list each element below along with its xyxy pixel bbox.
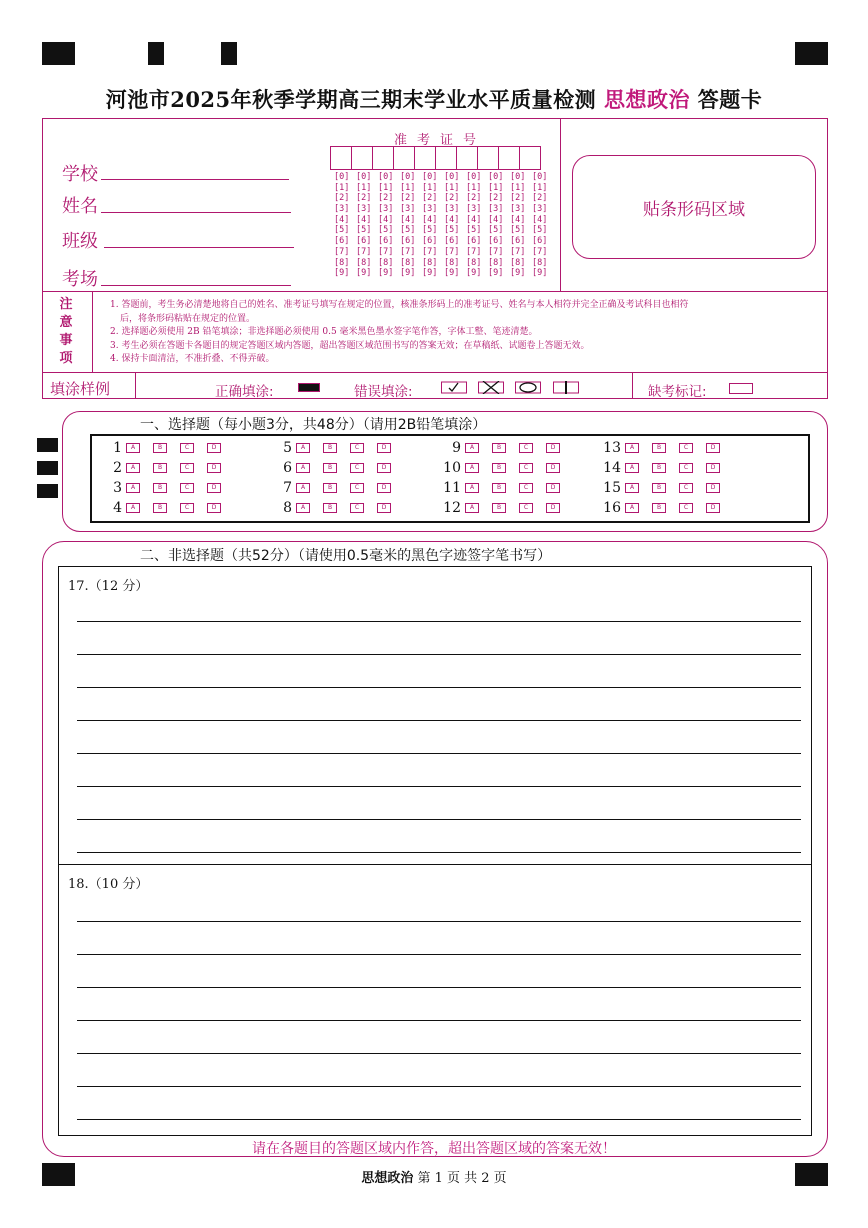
option-bubble[interactable]: A — [126, 503, 140, 513]
notes-label-char: 项 — [59, 351, 73, 366]
note-item: 4. 保持卡面清洁，不准折叠、不得弄破。 — [110, 354, 275, 364]
option-bubble[interactable]: D — [706, 483, 720, 493]
exam-number-digit-bubble[interactable]: [4] — [444, 214, 460, 225]
option-bubble[interactable]: B — [492, 443, 506, 453]
question-item — [597, 441, 733, 455]
notes-label-char: 事 — [59, 333, 73, 348]
option-bubble[interactable]: A — [296, 483, 310, 493]
option-bubble[interactable]: C — [519, 463, 533, 473]
page-title — [0, 84, 868, 114]
exam-number-digit-bubble[interactable]: [1] — [444, 182, 460, 193]
registration-mark — [795, 42, 828, 65]
question-item — [597, 501, 733, 515]
option-bubble[interactable]: B — [652, 483, 666, 493]
option-bubble[interactable]: A — [465, 483, 479, 493]
exam-number-digit-bubble[interactable]: [2] — [356, 193, 372, 204]
exam-number-digit-bubble[interactable]: [3] — [422, 204, 438, 215]
option-bubble[interactable]: A — [625, 443, 639, 453]
exam-number-digit-bubble[interactable]: [1] — [510, 182, 526, 193]
option-bubble[interactable]: C — [350, 463, 364, 473]
name-label: 姓名 — [62, 196, 98, 217]
option-bubble[interactable]: B — [652, 463, 666, 473]
registration-mark — [37, 461, 58, 475]
question-number: 10 — [443, 460, 461, 476]
title-suffix: 答题卡 — [697, 87, 763, 112]
option-bubble[interactable]: C — [519, 503, 533, 513]
option-bubble[interactable]: B — [492, 463, 506, 473]
option-bubble[interactable]: A — [465, 443, 479, 453]
option-bubble[interactable]: B — [652, 503, 666, 513]
exam-number-digit-box[interactable] — [477, 146, 499, 170]
wrong-fill-label: 错误填涂: — [354, 384, 413, 400]
note-item: 后，将条形码粘贴在规定的位置。 — [120, 313, 256, 324]
question-number: 11 — [443, 480, 461, 496]
name-field[interactable] — [101, 212, 291, 213]
exam-number-digit-bubble[interactable]: [5] — [400, 225, 416, 236]
question-item — [98, 441, 234, 455]
exam-number-digit-bubble[interactable]: [8] — [532, 257, 548, 268]
question-item — [437, 461, 573, 475]
question-item — [268, 441, 404, 455]
exam-number-digit-bubble[interactable]: [1] — [422, 182, 438, 193]
exam-number-digit-bubble[interactable]: [4] — [400, 214, 416, 225]
exam-number-digit-bubble[interactable]: [3] — [378, 204, 394, 215]
option-bubble[interactable]: C — [350, 503, 364, 513]
writing-line — [77, 1053, 801, 1054]
writing-line — [77, 852, 801, 853]
exam-number-digit-box[interactable] — [519, 146, 541, 170]
exam-number-digit-bubble[interactable]: [2] — [510, 193, 526, 204]
writing-line — [77, 753, 801, 754]
option-bubble[interactable]: D — [546, 463, 560, 473]
notes-label-char: 意 — [59, 315, 73, 330]
exam-number-digit-bubble[interactable]: [7] — [422, 246, 438, 257]
exam-number-digit-bubble[interactable]: [0] — [510, 172, 526, 182]
option-bubble[interactable]: B — [492, 483, 506, 493]
exam-number-digit-bubble[interactable]: [1] — [378, 182, 394, 193]
option-bubble[interactable]: C — [180, 503, 194, 513]
exam-room-label: 考场 — [62, 269, 98, 290]
option-bubble[interactable]: B — [323, 443, 337, 453]
exam-number-digit-box[interactable] — [456, 146, 478, 170]
option-bubble[interactable]: D — [546, 483, 560, 493]
exam-number-digit-bubble[interactable]: [2] — [466, 193, 482, 204]
exam-number-digit-bubble[interactable]: [9] — [422, 268, 438, 279]
answer-divider — [58, 864, 812, 865]
question-item — [597, 481, 733, 495]
option-bubble[interactable]: C — [350, 443, 364, 453]
exam-number-digit-box[interactable] — [372, 146, 394, 170]
option-bubble[interactable]: C — [180, 443, 194, 453]
exam-number-digit-bubble[interactable]: [5] — [466, 225, 482, 236]
option-bubble[interactable]: D — [207, 503, 221, 513]
exam-number-digit-bubble[interactable]: [3] — [488, 204, 504, 215]
header-divider — [42, 372, 828, 373]
exam-number-digit-bubble[interactable]: [7] — [356, 246, 372, 257]
exam-number-digit-bubble[interactable]: [4] — [510, 214, 526, 225]
question-item — [268, 501, 404, 515]
exam-number-digit-box[interactable] — [393, 146, 415, 170]
class-field[interactable] — [104, 247, 294, 248]
exam-number-digit-bubble[interactable]: [8] — [510, 257, 526, 268]
question-number: 13 — [603, 440, 621, 456]
registration-mark — [37, 438, 58, 452]
exam-number-digit-bubble[interactable]: [9] — [444, 268, 460, 279]
question-number: 3 — [113, 480, 122, 496]
question-item — [437, 441, 573, 455]
option-bubble[interactable]: A — [625, 463, 639, 473]
exam-number-digit-bubble[interactable]: [7] — [510, 246, 526, 257]
exam-number-digit-bubble[interactable]: [6] — [532, 236, 548, 247]
question-number: 14 — [603, 460, 621, 476]
exam-number-digit-bubble[interactable]: [3] — [532, 204, 548, 215]
exam-number-digit-bubble[interactable]: [2] — [378, 193, 394, 204]
option-bubble[interactable]: D — [207, 463, 221, 473]
exam-number-digit-bubble[interactable]: [9] — [532, 268, 548, 279]
answer-area-warning: 请在各题目的答题区域内作答，超出答题区域的答案无效！ — [252, 1141, 616, 1157]
option-bubble[interactable]: C — [350, 483, 364, 493]
option-bubble[interactable]: C — [679, 463, 693, 473]
option-bubble[interactable]: B — [652, 443, 666, 453]
registration-mark — [221, 42, 237, 65]
option-bubble[interactable]: A — [465, 463, 479, 473]
exam-number-digit-bubble[interactable]: [0] — [334, 172, 350, 182]
section1-title: 一、选择题（每小题3分，共48分）（请用2B铅笔填涂） — [140, 417, 487, 433]
exam-number-digit-box[interactable] — [435, 146, 457, 170]
exam-number-digit-bubble[interactable]: [1] — [466, 182, 482, 193]
writing-line — [77, 1086, 801, 1087]
option-bubble[interactable]: C — [679, 443, 693, 453]
exam-number-digit-bubble[interactable]: [6] — [334, 236, 350, 247]
exam-number-digit-bubble[interactable]: [0] — [422, 172, 438, 182]
exam-number-digit-box[interactable] — [351, 146, 373, 170]
option-bubble[interactable]: D — [377, 463, 391, 473]
writing-line — [77, 621, 801, 622]
question-item — [98, 461, 234, 475]
notes-divider — [92, 291, 93, 372]
option-bubble[interactable]: B — [323, 483, 337, 493]
exam-number-digit-bubble[interactable]: [8] — [466, 257, 482, 268]
exam-number-digit-bubble[interactable]: [0] — [356, 172, 372, 182]
exam-number-digit-bubble[interactable]: [7] — [466, 246, 482, 257]
exam-number-digit-bubble[interactable]: [6] — [510, 236, 526, 247]
option-bubble[interactable]: B — [323, 503, 337, 513]
school-field[interactable] — [101, 179, 289, 180]
option-bubble[interactable]: B — [323, 463, 337, 473]
absent-mark-label: 缺考标记: — [648, 384, 707, 400]
option-bubble[interactable]: D — [706, 503, 720, 513]
exam-number-digit-bubble[interactable]: [9] — [356, 268, 372, 279]
note-item: 1. 答题前，考生务必清楚地将自己的姓名、准考证号填写在规定的位置，核准条形码上的准考证号、姓名与本人相符并完全正确及考试科目也相符 — [110, 300, 689, 310]
option-bubble[interactable]: C — [519, 443, 533, 453]
option-bubble[interactable]: A — [625, 503, 639, 513]
exam-number-digit-bubble[interactable]: [4] — [356, 214, 372, 225]
writing-line — [77, 786, 801, 787]
option-bubble[interactable]: D — [546, 503, 560, 513]
exam-number-digit-bubble[interactable]: [2] — [422, 193, 438, 204]
option-bubble[interactable]: D — [377, 503, 391, 513]
exam-number-digit-bubble[interactable]: [3] — [510, 204, 526, 215]
exam-number-digit-bubble[interactable]: [1] — [334, 182, 350, 193]
option-bubble[interactable]: C — [180, 483, 194, 493]
writing-line — [77, 987, 801, 988]
writing-line — [77, 687, 801, 688]
exam-number-boxes — [330, 146, 540, 170]
exam-number-digit-bubble[interactable]: [7] — [488, 246, 504, 257]
registration-mark — [148, 42, 164, 65]
exam-number-digit-bubble[interactable]: [0] — [466, 172, 482, 182]
exam-number-digit-bubble[interactable]: [8] — [444, 257, 460, 268]
writing-line — [77, 1020, 801, 1021]
option-bubble[interactable]: D — [207, 443, 221, 453]
exam-number-digit-bubble[interactable]: [4] — [378, 214, 394, 225]
exam-number-digit-bubble[interactable]: [2] — [444, 193, 460, 204]
exam-number-digit-bubble[interactable]: [4] — [488, 214, 504, 225]
page-footer — [0, 1167, 868, 1186]
option-bubble[interactable]: B — [153, 503, 167, 513]
option-bubble[interactable]: C — [519, 483, 533, 493]
exam-number-digit-bubble[interactable]: [7] — [400, 246, 416, 257]
writing-line — [77, 720, 801, 721]
notes-label-char: 注 — [59, 297, 73, 312]
question-number: 15 — [603, 480, 621, 496]
exam-number-digit-bubble[interactable]: [2] — [334, 193, 350, 204]
exam-number-digit-bubble[interactable]: [7] — [532, 246, 548, 257]
title-main: 河池市2025年秋季学期高三期末学业水平质量检测 — [105, 87, 597, 112]
exam-number-digit-bubble[interactable]: [0] — [378, 172, 394, 182]
option-bubble[interactable]: D — [706, 443, 720, 453]
writing-line — [77, 954, 801, 955]
question-item — [268, 461, 404, 475]
option-bubble[interactable]: D — [377, 483, 391, 493]
option-bubble[interactable]: D — [706, 463, 720, 473]
exam-number-digit-bubble[interactable]: [1] — [488, 182, 504, 193]
option-bubble[interactable]: A — [126, 443, 140, 453]
exam-number-digit-bubble[interactable]: [6] — [400, 236, 416, 247]
option-bubble[interactable]: B — [153, 443, 167, 453]
exam-number-grid — [331, 172, 551, 279]
note-item: 2. 选择题必须使用 2B 铅笔填涂；非选择题必须使用 0.5 毫米黑色墨水签字笔作答，字体工整、笔迹清楚。 — [110, 327, 538, 337]
exam-number-digit-bubble[interactable]: [5] — [444, 225, 460, 236]
exam-number-digit-bubble[interactable]: [9] — [510, 268, 526, 279]
exam-number-digit-box[interactable] — [498, 146, 520, 170]
question-number: 2 — [113, 460, 122, 476]
question-number: 12 — [443, 500, 461, 516]
question-item — [268, 481, 404, 495]
option-bubble[interactable]: A — [126, 483, 140, 493]
option-bubble[interactable]: D — [377, 443, 391, 453]
question-number: 9 — [452, 440, 461, 456]
question-item — [437, 501, 573, 515]
question-number: 4 — [113, 500, 122, 516]
footer-subject: 思想政治 — [361, 1171, 414, 1186]
exam-number-digit-bubble[interactable]: [9] — [488, 268, 504, 279]
exam-number-label: 准考证号 — [393, 133, 486, 148]
exam-number-digit-bubble[interactable]: [5] — [356, 225, 372, 236]
question-17-label: 17.（12 分） — [68, 579, 149, 594]
exam-number-digit-bubble[interactable]: [2] — [532, 193, 548, 204]
exam-number-digit-bubble[interactable]: [6] — [422, 236, 438, 247]
question-number: 1 — [113, 440, 122, 456]
exam-number-digit-bubble[interactable]: [6] — [488, 236, 504, 247]
exam-number-digit-bubble[interactable]: [9] — [378, 268, 394, 279]
exam-number-digit-bubble[interactable]: [8] — [334, 257, 350, 268]
exam-number-digit-bubble[interactable]: [6] — [378, 236, 394, 247]
exam-number-digit-bubble[interactable]: [1] — [532, 182, 548, 193]
writing-line — [77, 654, 801, 655]
writing-line — [77, 819, 801, 820]
correct-fill-icon — [298, 383, 320, 392]
exam-number-digit-bubble[interactable]: [3] — [400, 204, 416, 215]
exam-number-digit-bubble[interactable]: [7] — [334, 246, 350, 257]
notes-label — [55, 296, 77, 368]
exam-number-digit-bubble[interactable]: [5] — [422, 225, 438, 236]
footer-page-number: 第 1 页 共 2 页 — [417, 1171, 507, 1186]
cross-fill-icon — [478, 381, 504, 394]
exam-number-digit-bubble[interactable]: [8] — [488, 257, 504, 268]
option-bubble[interactable]: C — [180, 463, 194, 473]
exam-number-digit-bubble[interactable]: [6] — [356, 236, 372, 247]
option-bubble[interactable]: C — [679, 503, 693, 513]
note-item: 3. 考生必须在答题卡各题目的规定答题区域内答题，超出答题区域范围书写的答案无效；在草稿纸、试题卷上答题无效。 — [110, 340, 590, 351]
question-item — [597, 461, 733, 475]
question-item — [437, 481, 573, 495]
writing-line — [77, 921, 801, 922]
option-bubble[interactable]: A — [296, 503, 310, 513]
option-bubble[interactable]: C — [679, 483, 693, 493]
notes-list — [110, 299, 810, 367]
exam-number-digit-bubble[interactable]: [4] — [334, 214, 350, 225]
exam-number-digit-bubble[interactable]: [8] — [422, 257, 438, 268]
question-item — [98, 481, 234, 495]
class-label: 班级 — [62, 231, 98, 252]
exam-number-digit-bubble[interactable]: [5] — [378, 225, 394, 236]
option-bubble[interactable]: B — [153, 483, 167, 493]
header-divider — [560, 118, 561, 292]
exam-number-digit-box[interactable] — [414, 146, 436, 170]
exam-number-digit-bubble[interactable]: [8] — [356, 257, 372, 268]
exam-number-digit-bubble[interactable]: [0] — [488, 172, 504, 182]
question-item — [98, 501, 234, 515]
registration-mark — [37, 484, 58, 498]
question-number: 6 — [283, 460, 292, 476]
exam-number-digit-bubble[interactable]: [5] — [510, 225, 526, 236]
exam-number-digit-box[interactable] — [330, 146, 352, 170]
header-divider — [42, 291, 828, 292]
question-number: 5 — [283, 440, 292, 456]
exam-number-digit-bubble[interactable]: [2] — [400, 193, 416, 204]
fill-divider — [632, 372, 633, 399]
exam-number-digit-bubble[interactable]: [4] — [422, 214, 438, 225]
school-label: 学校 — [62, 164, 98, 185]
line-fill-icon — [553, 381, 579, 394]
title-subject: 思想政治 — [603, 87, 690, 112]
exam-number-digit-bubble[interactable]: [0] — [532, 172, 548, 182]
question-number: 16 — [603, 500, 621, 516]
option-bubble[interactable]: D — [546, 443, 560, 453]
exam-number-digit-bubble[interactable]: [8] — [378, 257, 394, 268]
exam-number-digit-bubble[interactable]: [4] — [532, 214, 548, 225]
option-bubble[interactable]: A — [465, 503, 479, 513]
exam-number-digit-bubble[interactable]: [0] — [400, 172, 416, 182]
option-bubble[interactable]: A — [296, 463, 310, 473]
check-mark-fill-icon — [441, 381, 467, 394]
exam-room-field[interactable] — [101, 285, 291, 286]
exam-number-digit-bubble[interactable]: [9] — [466, 268, 482, 279]
barcode-label: 贴条形码区域 — [643, 199, 745, 220]
circle-fill-icon — [515, 381, 541, 394]
option-bubble[interactable]: A — [296, 443, 310, 453]
exam-number-digit-bubble[interactable]: [5] — [488, 225, 504, 236]
question-number: 8 — [283, 500, 292, 516]
fill-sample-label: 填涂样例 — [50, 380, 111, 398]
answer-box — [58, 566, 812, 1136]
question-number: 7 — [283, 480, 292, 496]
exam-number-digit-bubble[interactable]: [9] — [400, 268, 416, 279]
exam-number-digit-bubble[interactable]: [9] — [334, 268, 350, 279]
exam-number-digit-bubble[interactable]: [6] — [444, 236, 460, 247]
option-bubble[interactable]: B — [492, 503, 506, 513]
absent-mark-box[interactable] — [729, 383, 753, 394]
exam-number-digit-bubble[interactable]: [6] — [466, 236, 482, 247]
option-bubble[interactable]: A — [126, 463, 140, 473]
exam-number-digit-bubble[interactable]: [7] — [444, 246, 460, 257]
writing-line — [77, 1119, 801, 1120]
exam-number-digit-bubble[interactable]: [8] — [400, 257, 416, 268]
section2-title: 二、非选择题（共52分）（请使用0.5毫米的黑色字迹签字笔书写） — [140, 548, 552, 564]
exam-number-digit-bubble[interactable]: [1] — [356, 182, 372, 193]
exam-number-digit-bubble[interactable]: [1] — [400, 182, 416, 193]
option-bubble[interactable]: A — [625, 483, 639, 493]
exam-number-digit-bubble[interactable]: [5] — [334, 225, 350, 236]
exam-number-digit-bubble[interactable]: [7] — [378, 246, 394, 257]
barcode-area — [572, 155, 816, 259]
question-18-label: 18.（10 分） — [68, 877, 149, 892]
exam-number-digit-bubble[interactable]: [2] — [488, 193, 504, 204]
correct-fill-label: 正确填涂: — [215, 384, 274, 400]
exam-number-digit-bubble[interactable]: [3] — [466, 204, 482, 215]
option-bubble[interactable]: D — [207, 483, 221, 493]
registration-mark — [42, 42, 75, 65]
exam-number-digit-bubble[interactable]: [0] — [444, 172, 460, 182]
option-bubble[interactable]: B — [153, 463, 167, 473]
exam-number-digit-bubble[interactable]: [5] — [532, 225, 548, 236]
exam-number-digit-bubble[interactable]: [3] — [334, 204, 350, 215]
fill-divider — [135, 372, 136, 399]
exam-number-digit-bubble[interactable]: [3] — [444, 204, 460, 215]
exam-number-digit-bubble[interactable]: [4] — [466, 214, 482, 225]
exam-number-digit-bubble[interactable]: [3] — [356, 204, 372, 215]
